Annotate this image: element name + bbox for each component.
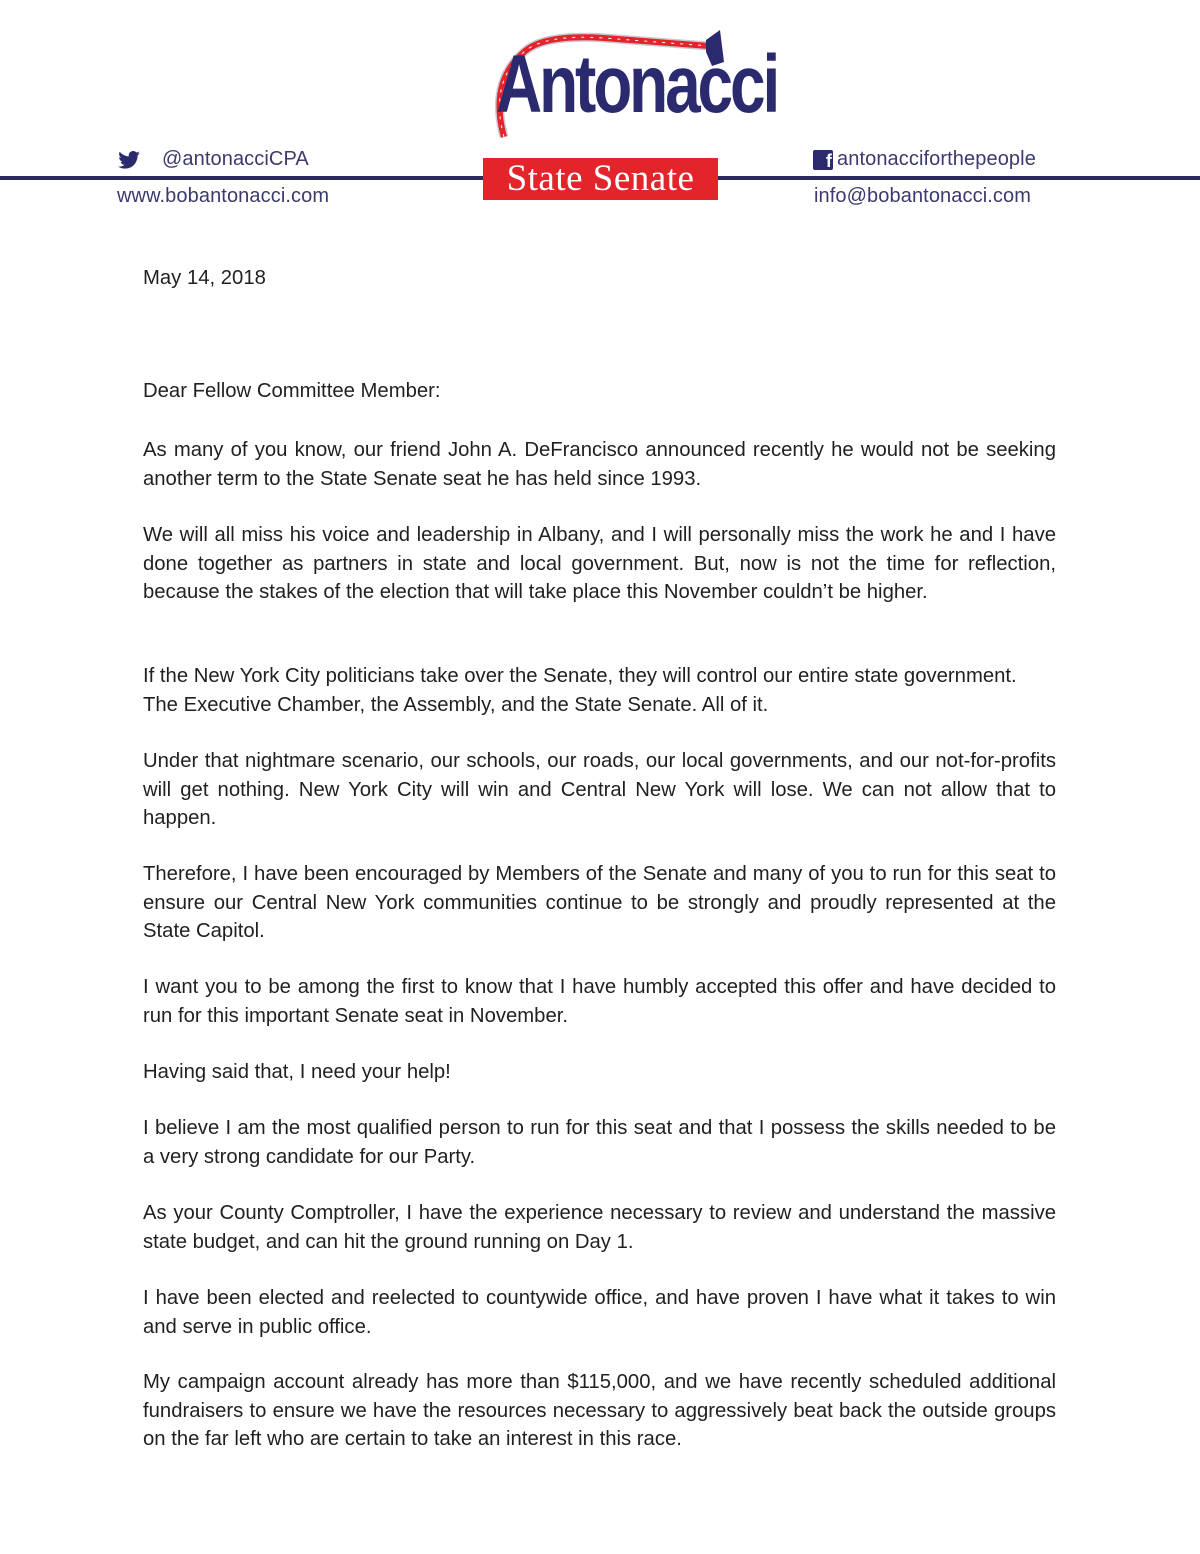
paragraph: I want you to be among the first to know that I have humbly accepted this offer and have decided to run for this important Senate seat in November. xyxy=(143,976,1056,1027)
twitter-contact xyxy=(118,148,309,171)
logo-name: Antonacci xyxy=(496,39,778,130)
paragraph: As your County Comptroller, I have the experience necessary to review and understand the massive state budget, and can hit the ground running on Day 1. xyxy=(143,1202,1056,1253)
facebook-contact xyxy=(813,148,1036,171)
website-link[interactable]: www.bobantonacci.com xyxy=(117,185,330,207)
twitter-bird-icon xyxy=(118,151,140,169)
logo-banner: State Senate xyxy=(483,158,718,200)
paragraph: I have been elected and reelected to countywide office, and have proven I have what it takes to win and serve in public office. xyxy=(143,1287,1056,1338)
facebook-page[interactable]: antonacciforthepeople xyxy=(837,148,1036,170)
letter-date: May 14, 2018 xyxy=(143,267,266,289)
paragraph: We will all miss his voice and leadership in Albany, and I will personally miss the work he and I have done together as partners in state and local government. But, now is not the time for reflection, because the stakes of the election that will take place this November couldn’t be higher. xyxy=(143,524,1056,603)
paragraph: My campaign account already has more than $115,000, and we have recently scheduled additional fundraisers to ensure we have the resources necessary to aggressively beat back the outside groups on the far left who are certain to take an interest in this race. xyxy=(143,1371,1056,1450)
email-link[interactable]: info@bobantonacci.com xyxy=(814,185,1031,207)
paragraph: Under that nightmare scenario, our schools, our roads, our local governments, and our not-for-profits will get nothing. New York City will win and Central New York will lose. We can not allow that to happen. xyxy=(143,750,1056,829)
paragraph: Therefore, I have been encouraged by Members of the Senate and many of you to run for this seat to ensure our Central New York communities continue to be strongly and proudly represented at the State Capitol. xyxy=(143,863,1056,942)
salutation: Dear Fellow Committee Member: xyxy=(143,380,441,402)
paragraph: If the New York City politicians take over the Senate, they will control our entire state government. The Executive Chamber, the Assembly, and the State Senate. All of it. xyxy=(143,665,1017,716)
facebook-f-icon: f xyxy=(813,150,833,170)
paragraph: I believe I am the most qualified person to run for this seat and that I possess the skills needed to be a very strong candidate for our Party. xyxy=(143,1117,1056,1168)
paragraph: Having said that, I need your help! xyxy=(143,1061,451,1083)
twitter-handle[interactable]: @antonacciCPA xyxy=(162,148,309,170)
campaign-logo xyxy=(478,22,778,202)
paragraph: As many of you know, our friend John A. DeFrancisco announced recently he would not be seeking another term to the State Senate seat he has held since 1993. xyxy=(143,439,1056,490)
